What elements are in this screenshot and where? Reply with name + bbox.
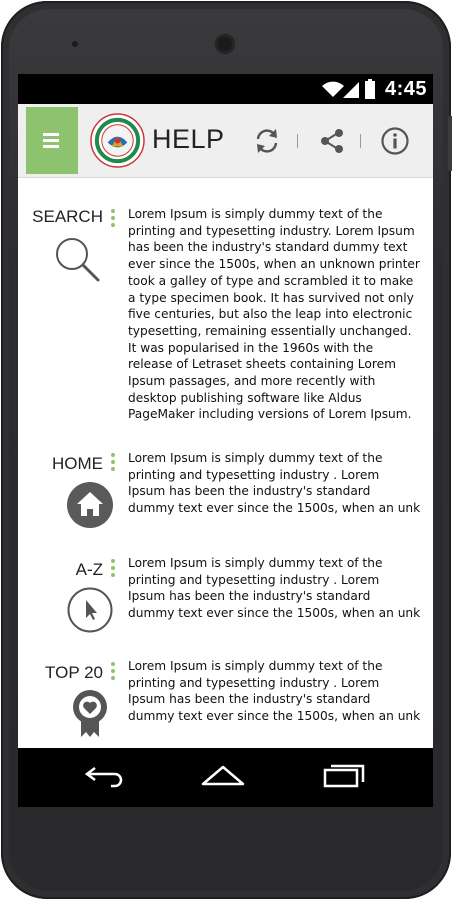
home-nav-icon[interactable] — [200, 762, 246, 790]
app-logo — [90, 113, 145, 168]
hamburger-icon — [43, 133, 59, 136]
status-time: 4:45 — [384, 78, 427, 100]
power-button[interactable] — [448, 116, 452, 171]
award-icon — [72, 689, 108, 739]
section-label: SEARCH — [32, 207, 103, 226]
dots-divider — [111, 662, 115, 683]
menu-button[interactable] — [26, 107, 78, 174]
sensor-dot — [72, 41, 78, 47]
refresh-icon[interactable] — [252, 126, 282, 156]
section-label: TOP 20 — [45, 663, 103, 682]
separator — [360, 134, 361, 148]
page-title: HELP — [152, 124, 225, 154]
status-bar — [18, 74, 433, 104]
wifi-icon — [321, 80, 345, 98]
cursor-icon — [67, 587, 113, 633]
section-text: Lorem Ipsum is simply dummy text of the printing and typesetting industry . Lorem Ipsum has been the industry's standard dummy text ever since the 1500s, when an unk — [128, 659, 421, 724]
system-nav-bar — [18, 748, 433, 807]
help-content — [18, 178, 433, 748]
info-icon[interactable] — [380, 126, 410, 156]
battery-icon — [365, 79, 375, 99]
separator — [297, 134, 298, 148]
recents-icon[interactable] — [322, 762, 366, 790]
dots-divider — [111, 559, 115, 580]
section-label: A-Z — [75, 560, 103, 579]
hamburger-icon — [43, 145, 59, 148]
dots-divider — [111, 209, 115, 230]
front-camera — [215, 34, 235, 54]
hamburger-icon — [43, 139, 59, 142]
back-icon[interactable] — [85, 762, 127, 790]
magnifier-icon — [52, 234, 102, 284]
app-bar — [18, 104, 433, 178]
section-label: HOME — [52, 454, 103, 473]
section-text: Lorem Ipsum is simply dummy text of the printing and typesetting industry . Lorem Ipsum has been the industry's standard dummy text ever since the 1500s, when an unk — [128, 451, 421, 516]
screen — [18, 74, 433, 807]
dots-divider — [111, 453, 115, 474]
phone-frame — [1, 1, 451, 899]
share-icon[interactable] — [317, 126, 347, 156]
signal-icon — [343, 82, 359, 98]
section-text: Lorem Ipsum is simply dummy text of the printing and typesetting industry . Lorem Ipsum has been the industry's standard dummy text ever since the 1500s, when an unk — [128, 556, 421, 621]
home-icon — [67, 482, 113, 528]
section-text: Lorem Ipsum is simply dummy text of the printing and typesetting industry. Lorem Ipsum has been the industry's standard dummy text ever since the 1500s, when an unknown printer took a galley of type and scrambled it to make a type specimen book. It has survived not only five centuries, but also the leap into electronic typesetting, remaining essentially unchanged. It was popularised in the 1960s with the release of Letraset sheets containing Lorem Ipsum passages, and more recently with desktop publishing software like Aldus PageMaker including versions of Lorem Ipsum. — [128, 207, 420, 422]
